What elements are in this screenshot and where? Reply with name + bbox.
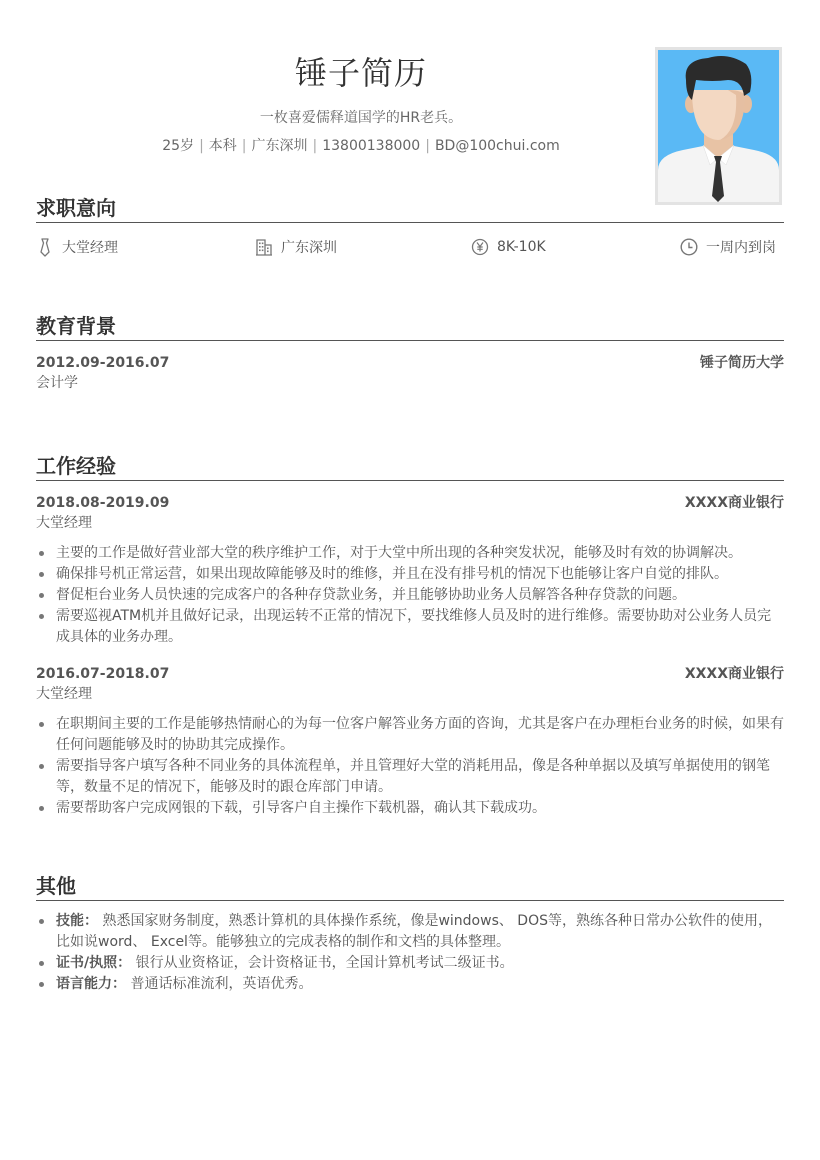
resume-name: 锤子简历 — [294, 54, 427, 92]
resume-motto: 一枚喜爱儒释道国学的HR老兵。 — [259, 110, 463, 126]
intent-availability — [680, 237, 776, 257]
building-icon — [255, 237, 273, 257]
personal-info — [0, 135, 722, 155]
section-title: 工作经验 — [36, 451, 784, 481]
avatar-illustration-icon — [658, 50, 779, 202]
entry-header — [36, 664, 784, 684]
avatar — [655, 47, 782, 205]
intent-label: 大堂经理 — [62, 240, 118, 256]
list-item-certificates — [36, 953, 784, 974]
list-item: 主要的工作是做好营业部大堂的秩序维护工作，对于大堂中所出现的各种突发状况，能够及时有效的协调解决。 — [36, 543, 784, 564]
school-name: 锤子简历大学 — [700, 355, 784, 371]
intent-label: 广东深圳 — [281, 240, 337, 256]
item-text: 银行从业资格证，会计资格证书，全国计算机考试二级证书。 — [135, 955, 514, 971]
work-period: 2016.07-2018.07 — [36, 666, 170, 682]
list-item: 督促柜台业务人员快速的完成客户的各种存贷款业务，并且能够协助业务人员解答各种存贷款的问题。 — [36, 585, 784, 606]
list-item: 需要指导客户填写各种不同业务的具体流程单，并且管理好大堂的消耗用品，像是各种单据以及填写单据使用的钢笔等，数量不足的情况下，能够及时的跟仓库部门申请。 — [36, 756, 784, 798]
work-period: 2018.08-2019.09 — [36, 495, 170, 511]
clock-icon — [680, 237, 698, 257]
divider: | — [199, 138, 204, 154]
section-other — [36, 871, 784, 995]
info-email: BD@100chui.com — [434, 138, 560, 154]
divider: | — [241, 138, 247, 154]
duty-list — [36, 543, 784, 648]
list-item: 需要巡视ATM机并且做好记录，出现运转不正常的情况下，要找维修人员及时的进行维修。需要协助对公业务人员完成具体的业务办理。 — [36, 606, 784, 648]
section-title: 其他 — [36, 871, 784, 901]
entry-header — [36, 353, 784, 373]
duty-list — [36, 714, 784, 819]
intent-row — [36, 223, 784, 271]
intent-city — [255, 237, 337, 257]
list-item: 在职期间主要的工作是能够热情耐心的为每一位客户解答业务方面的咨询，尤其是客户在办理柜台业务的时候，如果有任何问题能够及时的协助其完成操作。 — [36, 714, 784, 756]
item-label: 技能： — [56, 913, 98, 929]
major: 会计学 — [36, 375, 78, 391]
divider: | — [312, 138, 318, 154]
intent-salary — [471, 237, 546, 257]
job-position: 大堂经理 — [36, 515, 92, 531]
info-location: 广东深圳 — [251, 138, 308, 154]
entry-header — [36, 493, 784, 513]
info-degree: 本科 — [208, 138, 237, 154]
other-list — [36, 911, 784, 995]
intent-label: 一周内到岗 — [706, 240, 776, 256]
education-entry — [36, 353, 784, 394]
section-job-intent — [36, 193, 784, 271]
section-title: 教育背景 — [36, 311, 784, 341]
yen-icon — [471, 237, 489, 257]
list-item-skills — [36, 911, 784, 953]
item-label: 证书/执照： — [56, 955, 132, 971]
section-title: 求职意向 — [36, 193, 784, 223]
item-text: 熟悉国家财务制度，熟悉计算机的具体操作系统，像是windows、 DOS等，熟练各种日常办公软件的使用，比如说word、 Excel等。能够独立的完成表格的制作和文档的具体整理。 — [56, 913, 772, 950]
work-entry — [36, 493, 784, 648]
company-name: XXXX商业银行 — [684, 495, 784, 511]
work-entry — [36, 664, 784, 819]
company-name: XXXX商业银行 — [684, 666, 784, 682]
resume-header — [0, 0, 820, 190]
list-item: 需要帮助客户完成网银的下载，引导客户自主操作下载机器，确认其下载成功。 — [36, 798, 784, 819]
section-education — [36, 311, 784, 394]
item-text: 普通话标准流利，英语优秀。 — [130, 976, 313, 992]
info-phone: 13800138000 — [322, 138, 421, 154]
divider: | — [425, 138, 430, 154]
intent-label: 8K-10K — [497, 239, 546, 255]
section-work-experience — [36, 451, 784, 819]
list-item: 确保排号机正常运营，如果出现故障能够及时的维修，并且在没有排号机的情况下也能够让客户自觉的排队。 — [36, 564, 784, 585]
list-item-languages — [36, 974, 784, 995]
education-period: 2012.09-2016.07 — [36, 355, 170, 371]
intent-position — [36, 237, 118, 257]
job-position: 大堂经理 — [36, 686, 92, 702]
tie-icon — [36, 237, 54, 257]
item-label: 语言能力： — [56, 976, 126, 992]
info-age: 25岁 — [162, 138, 195, 154]
